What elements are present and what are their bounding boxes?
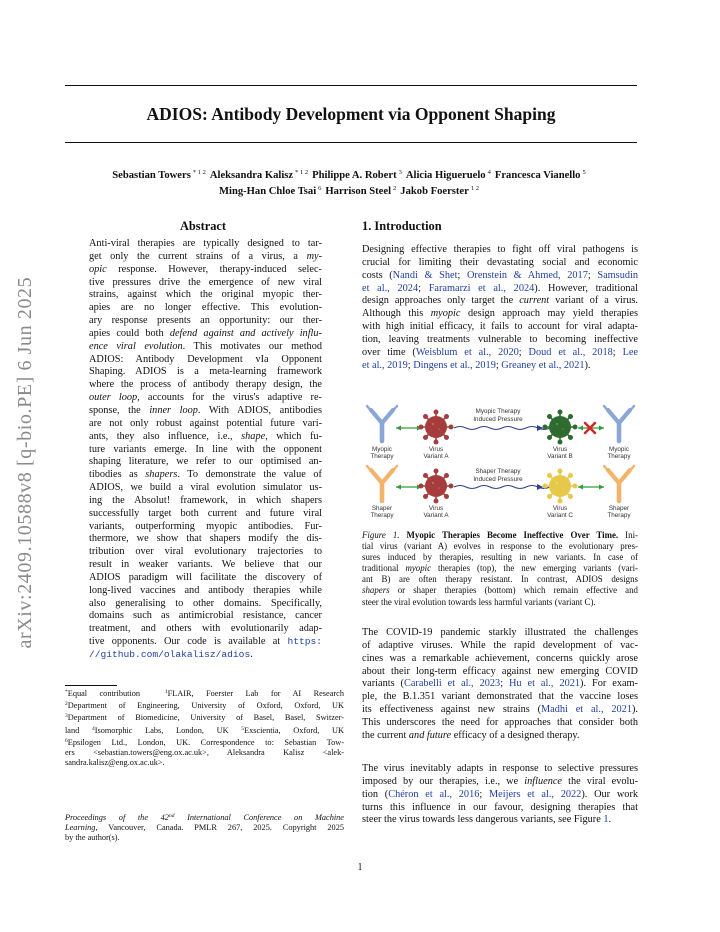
abstract-line: are not only robust against potential future vari-: [89, 417, 322, 429]
proceedings-line: Proceedings of the 42nd International Conference on Machine: [65, 813, 344, 822]
author-name: Francesca Vianello: [494, 170, 581, 181]
arxiv-stamp-area: [10, 0, 40, 932]
author-name: Philippe A. Robert: [312, 170, 397, 181]
page-number: 1: [357, 862, 363, 873]
label-shaper-left-2: Therapy: [370, 512, 394, 519]
intro-line: imposed by our therapies, i.e., we influence the viral evolu-: [362, 775, 638, 787]
abstract-line: thermore, we show that shapers modify the dis-: [89, 533, 322, 545]
figure-1-caption: [362, 530, 638, 608]
shaper-pressure-label-2: Induced Pressure: [473, 476, 523, 483]
label-virus-a-top-2: Variant A: [423, 453, 449, 460]
proceedings-note: [65, 811, 344, 844]
author-affiliation: 2: [393, 185, 397, 192]
shaper-antibody-right-icon: [604, 466, 634, 501]
author-name: Sebastian Towers: [112, 170, 191, 181]
intro-line: design approaches only target the current variant of a virus.: [362, 295, 638, 307]
caption-line: shapers or shaper therapies (bottom) which remain effective and: [362, 585, 638, 596]
intro-line: This underscores the need for approaches that consider both: [362, 716, 638, 728]
myopic-pressure-label-1: Myopic Therapy: [475, 408, 521, 415]
intro-line: crucial for limiting their devastating social and economic: [362, 256, 638, 268]
proceedings-line: Learning, Vancouver, Canada. PMLR 267, 2025. Copyright 2025: [65, 823, 344, 833]
intro-line: ple, the B.1.351 variant demonstrated that the vaccine loses: [362, 691, 638, 703]
intro-line: about their long-term efficacy against new emerging COVID: [362, 665, 638, 677]
author-affiliation: * 1 2: [192, 169, 206, 176]
intro-line: tion (Chéron et al., 2016; Meijers et al., 2022). Our work: [362, 788, 639, 800]
myopic-pressure-label-2: Induced Pressure: [473, 416, 523, 423]
footnote-line: *Equal contribution $^1$FLAIR, Foerster Lab for AI Research: [65, 689, 344, 698]
intro-line: The COVID-19 pandemic starkly illustrated the challenges: [362, 627, 638, 638]
author-list: [70, 166, 632, 198]
arxiv-stamp: arXiv:2409.10588v8 [q-bio.PE] 6 Jun 2025: [14, 276, 36, 649]
abstract-line[interactable]: tive opponents. Our code is available at https:: [89, 636, 322, 648]
abstract-line: variants, outperforming myopic antibodies. Fur-: [89, 520, 322, 532]
intro-line: costs (Nandi & Shet; Orenstein & Ahmed, 2017; Samsudin: [362, 269, 638, 281]
footnote-line: $^6$Epsilogen Ltd., London, UK. Correspondence to: Sebastian Tow-: [65, 737, 344, 747]
author-line-2: [70, 182, 632, 198]
abstract-line: outer loop, accounts for the virus's adaptive re-: [89, 392, 322, 404]
author-affiliation: 4: [487, 169, 491, 176]
label-myopic-right-1: Myopic: [609, 446, 629, 453]
shaper-pressure-arrow: [454, 486, 550, 489]
virus-variant-b-icon: [543, 410, 577, 444]
intro-line: its effectiveness against new strains (Madhi et al., 2021).: [362, 704, 638, 716]
abstract-line: ADIOS, we build a viral evolution simulator us-: [89, 482, 322, 494]
intro-paragraph-2: [362, 627, 638, 743]
author-name: Ming-Han Chloe Tsai: [219, 186, 317, 197]
author-affiliation: 6: [318, 185, 322, 192]
abstract-line: ary response presents an opportunity: our ther-: [89, 315, 322, 327]
abstract-line: ture variants emerge. In line with the opponent: [89, 443, 322, 455]
abstract-line: get only the current strains of a virus, a my-: [89, 250, 322, 262]
intro-line: Although this myopic design approach may yield therapies: [362, 308, 638, 320]
abstract-line: also generalising to other domains. Specifically,: [89, 597, 322, 609]
abstract-line: result in weaker variants. We believe that our: [89, 559, 322, 571]
label-myopic-left-2: Therapy: [370, 453, 394, 460]
footnote-line: land $^4$Isomorphic Labs, London, UK $^5$Exscientia, Oxford, UK: [65, 725, 344, 735]
intro-line: cines was a remarkable achievement, concerns quickly arose: [362, 652, 638, 664]
intro-line: over time (Weisblum et al., 2020; Doud et al., 2018; Lee: [362, 346, 638, 358]
abstract-line: where the process of antibody therapy design, the: [89, 379, 322, 391]
intro-line: Designing effective therapies to fight off viral pathogens is: [362, 244, 638, 255]
abstract-line: tive pressures drive the emergence of new viral: [89, 276, 322, 288]
abstract-body: [89, 238, 322, 662]
virus-variant-c-icon: [543, 469, 577, 503]
intro-line: the current and future efficacy of a designed therapy.: [362, 729, 580, 741]
abstract-line: ants, they also influence, i.e., shape, which fu-: [89, 430, 322, 442]
shaper-antibody-left-icon: [367, 466, 397, 501]
intro-line: of adaptive viruses. While the rapid development of vac-: [362, 639, 638, 651]
title-top-rule: [65, 85, 637, 86]
label-shaper-right-1: Shaper: [608, 505, 630, 512]
figure-1-diagram: [362, 395, 638, 527]
abstract-line: ence viral evolution. This motivates our method: [89, 340, 322, 352]
abstract-line: apies are no longer effective. This evolution-: [89, 302, 322, 314]
label-virus-c-2: Variant C: [547, 512, 573, 519]
intro-line: The virus inevitably adapts in response to selective pressures: [362, 763, 638, 774]
footnote-affiliations: [65, 687, 344, 768]
caption-line: tial virus (variant A) evolves in response to the evolutionary pres-: [362, 541, 638, 552]
intro-heading: 1. Introduction: [362, 219, 442, 233]
author-affiliation: 5: [582, 169, 586, 176]
label-virus-b-1: Virus: [552, 446, 568, 453]
label-myopic-left-1: Myopic: [372, 446, 392, 453]
author-line-1: [70, 166, 632, 182]
paper-title: ADIOS: Antibody Development via Opponent Shaping: [146, 104, 556, 124]
abstract-line: successfully target both current and future viral: [89, 507, 322, 519]
abstract-line: opic response. However, therapy-induced selec-: [89, 263, 322, 275]
abstract-line: shaping literature, we refer to our optimised an-: [89, 456, 322, 468]
label-shaper-left-1: Shaper: [371, 505, 393, 512]
abstract-line: treatment, and others with evolutionarily adap-: [89, 623, 322, 635]
abstract-line: Anti-viral therapies are typically designed to tar-: [89, 238, 322, 249]
footnote-line: $^2$Department of Engineering, University of Oxford, Oxford, UK: [65, 701, 344, 711]
footnote-line: ers <sebastian.towers@eng.ox.ac.uk>, Aleksandra Kalisz <alek-: [65, 748, 344, 758]
myopic-antibody-left-icon: [367, 406, 397, 441]
label-virus-a-bottom-1: Virus: [428, 505, 444, 512]
intro-line: et al., 2019; Dingens et al., 2019; Greaney et al., 2021).: [362, 359, 591, 371]
caption-line: Figure 1. Myopic Therapies Become Ineffective Over Time. Ini-: [362, 530, 638, 540]
author-affiliation: * 1 2: [295, 169, 309, 176]
author-name: Jakob Foerster: [400, 186, 469, 197]
label-virus-a-bottom-2: Variant A: [423, 512, 449, 519]
title-bottom-rule: [65, 142, 637, 143]
intro-line: turns this influence in our favour, designing therapies that: [362, 801, 638, 813]
intro-line: et al., 2024; Faramarzi et al., 2024). However, traditional: [362, 282, 638, 294]
shaper-pressure-label-1: Shaper Therapy: [475, 468, 521, 475]
label-virus-a-top-1: Virus: [428, 446, 444, 453]
abstract-line: tibodies as shapers. To demonstrate the value of: [89, 469, 322, 481]
virus-variant-a-top-icon: [419, 410, 453, 444]
abstract-line: strains, against which the original myopic ther-: [89, 289, 322, 301]
proceedings-line: by the author(s).: [65, 833, 120, 843]
myopic-antibody-right-icon: [604, 406, 634, 441]
intro-line: steer the virus towards less dangerous variants, see Figure 1.: [362, 814, 612, 826]
abstract-line: apies could both defend against and actively influ-: [89, 327, 322, 339]
abstract-line[interactable]: //github.com/olakalisz/adios.: [89, 649, 253, 660]
virus-variant-a-bottom-icon: [419, 469, 453, 503]
author-name: Aleksandra Kalisz: [209, 170, 294, 181]
abstract-line: tribution over viral evolutionary trajectories to: [89, 546, 322, 558]
abstract-line: sponse, the inner loop. With ADIOS, antibodies: [89, 404, 322, 416]
label-myopic-right-2: Therapy: [607, 453, 631, 460]
abstract-heading: Abstract: [179, 219, 227, 233]
intro-paragraph-1: [362, 244, 638, 372]
abstract-line: long-lived vaccines and antibody therapies while: [89, 584, 322, 596]
label-virus-b-2: Variant B: [547, 453, 573, 460]
myopic-pressure-arrow: [454, 427, 550, 430]
footnote-line: $^3$Department of Biomedicine, University of Basel, Basel, Switzer-: [65, 713, 344, 723]
caption-line: sures induced by therapies, resulting in new variants. In case of: [362, 552, 638, 563]
caption-line: ant B) are often therapy resistant. In contrast, ADIOS designs: [362, 574, 638, 585]
author-name: Harrison Steel: [325, 186, 392, 197]
abstract-line: Shaping. ADIOS is a meta-learning framework: [89, 366, 322, 378]
abstract-line: domains such as antimicrobial resistance, cancer: [89, 610, 322, 622]
intro-line: tion, leaving treatments vulnerable to becoming ineffective: [362, 333, 638, 345]
label-virus-c-1: Virus: [552, 505, 568, 512]
author-affiliation: 3: [398, 169, 402, 176]
caption-line: traditional myopic therapies (top), the new emerging variants (vari-: [362, 563, 638, 574]
intro-paragraph-3: [362, 763, 638, 827]
abstract-line: ADIOS: Antibody Development vIa Opponent: [89, 353, 322, 365]
label-shaper-right-2: Therapy: [607, 512, 631, 519]
abstract-line: ADIOS paradigm will facilitate the discovery of: [89, 571, 322, 583]
intro-line: variants (Carabelli et al., 2023; Hu et al., 2021). For exam-: [362, 678, 638, 690]
caption-line: steer the viral evolution towards less harmful variants (variant C).: [362, 596, 596, 607]
footnote-line: sandra.kalisz@eng.ox.ac.uk>.: [65, 758, 165, 768]
author-affiliation: 1 2: [470, 185, 479, 192]
intro-line: with high initial efficacy, it fails to account for viral adapta-: [362, 321, 638, 333]
abstract-line: ing the Absolut! framework, in which shapers: [89, 494, 322, 506]
footnote-rule: [65, 685, 117, 686]
author-name: Alicia Higueruelo: [405, 170, 486, 181]
